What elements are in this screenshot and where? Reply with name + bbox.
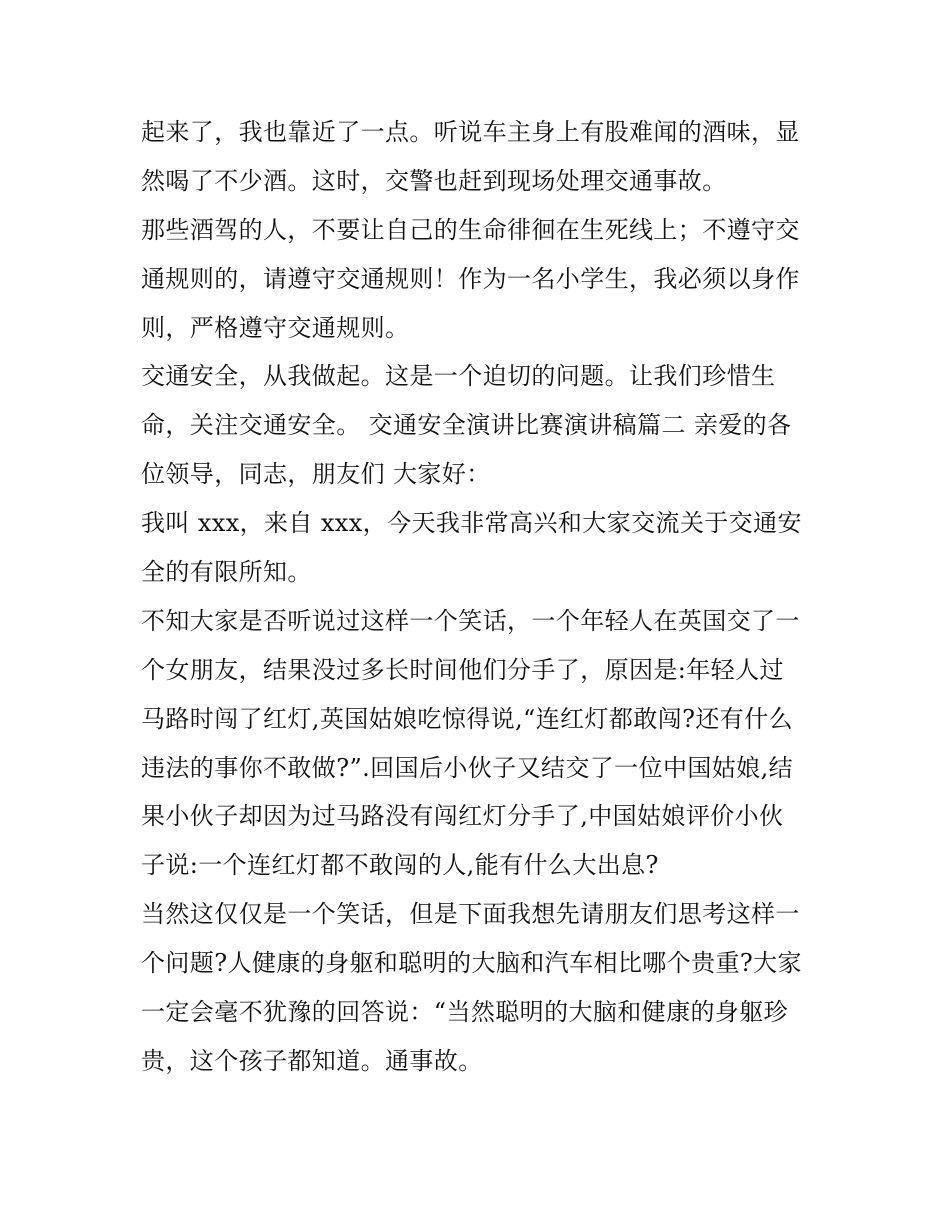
text-line: 当然这仅仅是一个笑话，但是下面我想先请朋友们思考这样一 <box>141 900 800 929</box>
document-body <box>141 108 821 1086</box>
text-line: 不知大家是否听说过这样一个笑话，一个年轻人在英国交了一 <box>141 606 800 635</box>
text-line: 一定会毫不犹豫的回答说：“当然聪明的大脑和健康的身躯珍 <box>141 998 789 1027</box>
text-line: 那些酒驾的人，不要让自己的生命徘徊在生死线上；不遵守交 <box>141 215 800 244</box>
text-line: 马路时闯了红灯,英国姑娘吃惊得说,“连红灯都敢闯?还有什么 <box>141 704 793 733</box>
text-line: 命，关注交通安全。 交通安全演讲比赛演讲稿篇二 亲爱的各 <box>141 411 792 440</box>
text-line: 交通安全，从我做起。这是一个迫切的问题。让我们珍惜生 <box>141 362 776 391</box>
text-line: 位领导，同志，朋友们 大家好： <box>141 460 491 489</box>
text-line: 起来了，我也靠近了一点。听说车主身上有股难闻的酒味，显 <box>141 118 800 146</box>
text-line: 则，严格遵守交通规则。 <box>141 313 410 342</box>
text-line: 全的有限所知。 <box>141 558 312 587</box>
text-line: 个问题?人健康的身躯和聪明的大脑和汽车相比哪个贵重?大家 <box>141 949 802 978</box>
text-line: 子说:一个连红灯都不敢闯的人,能有什么大出息? <box>141 851 659 880</box>
text-line: 果小伙子却因为过马路没有闯红灯分手了,中国姑娘评价小伙 <box>141 802 784 831</box>
text-line: 然喝了不少酒。这时，交警也赶到现场处理交通事故。 <box>141 166 727 195</box>
text-line: 我叫 xxx，来自 xxx，今天我非常高兴和大家交流关于交通安 <box>141 509 802 538</box>
text-line: 贵，这个孩子都知道。通事故。 <box>141 1046 483 1075</box>
text-line: 通规则的，请遵守交通规则！作为一名小学生，我必须以身作 <box>141 264 800 293</box>
text-line: 违法的事你不敢做?”.回国后小伙子又结交了一位中国姑娘,结 <box>141 753 793 782</box>
text-line: 个女朋友，结果没过多长时间他们分手了，原因是:年轻人过 <box>141 655 784 684</box>
